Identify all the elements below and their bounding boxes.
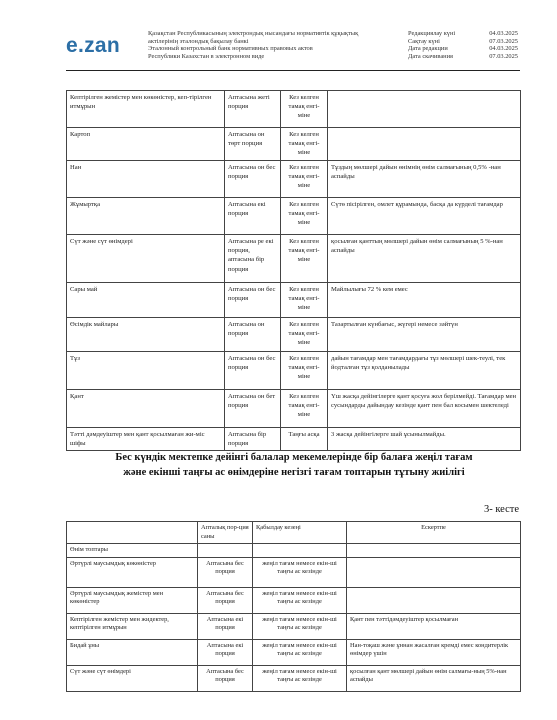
header-cell: Апталық пор-ция саны xyxy=(198,522,253,544)
table-cell-c3: Кез келген тамақ енгі-міне xyxy=(281,198,328,235)
header-cell: Қабылдау кезеңі xyxy=(253,522,347,544)
table-cell-c3: Кез келген тамақ енгі-міне xyxy=(281,318,328,352)
table-cell-c3: Кез келген тамақ енгі-міне xyxy=(281,352,328,390)
table-cell-c3: жеңіл тағам немесе екін-ші таңғы ас кезінде xyxy=(253,665,347,691)
table-cell-c1: Қант xyxy=(67,390,225,428)
ezan-logo[interactable]: e.zan xyxy=(66,34,121,57)
table-cell-c4 xyxy=(328,91,521,128)
table-cell-c1: Сүт және сүт өнімдері xyxy=(67,235,225,283)
header-cell: Ескертпе xyxy=(347,522,521,544)
table-cell-c2: Аптасына он бес порция xyxy=(225,161,281,198)
document-dates xyxy=(408,30,518,60)
table-cell-c4: Нан-тоқаш және ұннан жасалған кремді емес кондитерлік өнімдер үшін xyxy=(347,639,521,665)
table-cell-c2: Аптасына он бет порция xyxy=(225,390,281,428)
group-row xyxy=(67,544,521,558)
table-cell-c1: Сүт және сүт өнімдері xyxy=(67,665,198,691)
table-row xyxy=(67,283,521,318)
table-cell-c1: Сары май xyxy=(67,283,225,318)
registry-line: Эталонный контрольный банк нормативных правовых актов xyxy=(148,45,313,53)
table-cell-c4: Үш жасқа дейінгілерге қант қосуға жол берілмейді. Тағамдар мен сусындарды дайындау кезінде қант пен бал косымен шектеледі xyxy=(328,390,521,428)
table-cell-c4: дайын тағамдар мен тағамдардағы тұз мөлшері шек-теулі, тек йодталған тұз қолданылады xyxy=(328,352,521,390)
table-cell-c1: Нан xyxy=(67,161,225,198)
table-cell-c3: жеңіл тағам немесе екін-ші таңғы ас кезінде xyxy=(253,613,347,639)
table-cell-c1: Картоп xyxy=(67,128,225,161)
table-row xyxy=(67,161,521,198)
registry-title xyxy=(148,30,388,60)
table-cell-c2: Аптасына бес порция xyxy=(198,587,253,613)
table-row xyxy=(67,665,521,691)
table-cell-c1: Бидай ұны xyxy=(67,639,198,665)
header-cell xyxy=(67,522,198,544)
date-row: Дата скачивания 07.03.2025 xyxy=(408,52,518,60)
table-cell-c1: Өсімдік майлары xyxy=(67,318,225,352)
table-cell-c3: Кез келген тамақ енгі-міне xyxy=(281,128,328,161)
table-header-row xyxy=(67,522,521,544)
table-cell-c1: Тәтті дәмдеуіштер мен қант қосылмаған жи-міс шіфы xyxy=(67,428,225,451)
section-heading: Бес күндік мектепке дейінгі балалар мекемелерінде бір балаға жеңіл тағам және екінші таңғы ас өнімдеріне негізгі тағам топтарын тұтыну жиілігі xyxy=(115,452,473,478)
table-cell-c2: Аптасына екі порция xyxy=(225,198,281,235)
table-cell-c3: жеңіл тағам немесе екін-ші таңғы ас кезінде xyxy=(253,557,347,587)
document-header xyxy=(0,0,557,72)
date-row: Дата редакции 04.03.2025 xyxy=(408,45,518,53)
table-cell-c2: Аптасына он бес порция xyxy=(225,283,281,318)
table-cell-c2: Аптасына ре екі порция, аптасына бір порция xyxy=(225,235,281,283)
table-cell-c2: Аптасына он бес порция xyxy=(225,352,281,390)
table-row xyxy=(67,198,521,235)
table-row xyxy=(67,428,521,451)
table-cell-c4: Майлылығы 72 % кем емес xyxy=(328,283,521,318)
table-cell-c2: Аптасына екі порция xyxy=(198,639,253,665)
table-row xyxy=(67,352,521,390)
table-cell-c1: Кептірілген жемістер мен көкөністер, кеп-тірілген итмұрын xyxy=(67,91,225,128)
table-row xyxy=(67,128,521,161)
table-cell-c2: Аптасына он төрт порция xyxy=(225,128,281,161)
table-cell-c4: Тұздың мөлшері дайын өнімнің өнім салмағының 0,5% -нан аспайды xyxy=(328,161,521,198)
snack-frequency-table xyxy=(66,521,521,692)
table-row xyxy=(67,235,521,283)
header-divider xyxy=(66,70,520,71)
table-cell-c3: жеңіл тағам немесе екін-ші таңғы ас кезінде xyxy=(253,587,347,613)
table-cell-c1: Жұмыртқа xyxy=(67,198,225,235)
table-cell-c4: Сүтө пісірілген, омлет құрамында, басқа да күрделі тағамдар xyxy=(328,198,521,235)
table-row xyxy=(67,557,521,587)
table-cell-c3: Кез келген тамақ енгі-міне xyxy=(281,235,328,283)
table-cell-c4: Қант пен тәттідәмдеуіштер қосылмаған xyxy=(347,613,521,639)
table-cell-c1: Әртүрлі маусымдық жемістер мен көкөністер xyxy=(67,587,198,613)
table-cell-c4 xyxy=(347,587,521,613)
table-cell-c4 xyxy=(347,557,521,587)
table-cell-c1: Тұз xyxy=(67,352,225,390)
table-row xyxy=(67,613,521,639)
group-label: Өнім топтары xyxy=(67,544,198,558)
table-cell-c2: Аптасына екі порция xyxy=(198,613,253,639)
date-row: Сақтау күні 07.03.2025 xyxy=(408,37,518,45)
table-cell-c4: 3 жасқа дейінгілерге шай ұсынылмайды. xyxy=(328,428,521,451)
registry-line: Қазақстан Республикасының электрондық нысандағы нормативтік құқықтық xyxy=(148,30,359,37)
date-row: Редакциялау күні 04.03.2025 xyxy=(408,30,518,37)
table-cell-c2: Аптасына бес порция xyxy=(198,557,253,587)
table-cell-c2: Аптасына бір порция xyxy=(225,428,281,451)
table-cell-c2: Аптасына жеті порция xyxy=(225,91,281,128)
table-cell-c4: Тазартылған күнбағыс, жүгері немесе зәйтүн xyxy=(328,318,521,352)
table-cell-c1: Әртүрлі маусымдық көкөністер xyxy=(67,557,198,587)
table-cell-c4: қосылған қант мөлшері дайын өнім салмағы-ның 5%-нан аспайды xyxy=(347,665,521,691)
table-cell-c3: Кез келген тамақ енгі-міне xyxy=(281,390,328,428)
registry-line: Республики Казахстан в электронном виде xyxy=(148,52,265,60)
registry-line: актілерінің эталондық бақылау банкі xyxy=(148,37,249,45)
table-cell-c3: жеңіл тағам немесе екін-ші таңғы ас кезінде xyxy=(253,639,347,665)
table-cell-c3: Кез келген тамақ енгі-міне xyxy=(281,91,328,128)
table-cell-c2: Аптасына он порция xyxy=(225,318,281,352)
table-cell-c1: Кептірілген жемістер мен жидектер, кептірілген итмұрын xyxy=(67,613,198,639)
table-cell-c3: Кез келген тамақ енгі-міне xyxy=(281,283,328,318)
table-row xyxy=(67,587,521,613)
food-frequency-table xyxy=(66,90,521,451)
table-row xyxy=(67,91,521,128)
table-row xyxy=(67,390,521,428)
table-cell-c3: Таңғы асқа xyxy=(281,428,328,451)
table-number: 3- кесте xyxy=(483,504,519,515)
table-row xyxy=(67,639,521,665)
table-cell-c4: қосылған қанттың мөлшері дайын өнім салмағының 5 %-нан аспайды xyxy=(328,235,521,283)
table-cell-c2: Аптасына бес порция xyxy=(198,665,253,691)
table-cell-c3: Кез келген тамақ енгі-міне xyxy=(281,161,328,198)
table-row xyxy=(67,318,521,352)
table-cell-c4 xyxy=(328,128,521,161)
